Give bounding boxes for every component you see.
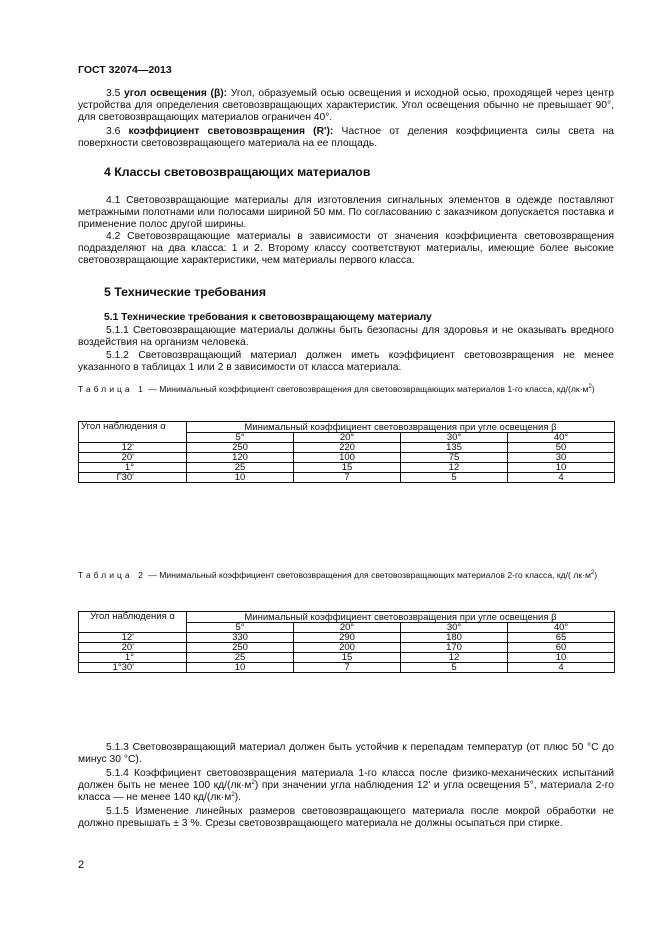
- superscript: 2: [590, 570, 595, 576]
- cell: 10: [187, 473, 294, 483]
- clause-number: 3.5: [106, 88, 124, 99]
- cell: 50: [508, 443, 615, 453]
- table-1-obs-angle-header: Угол наблюдения α: [79, 422, 187, 443]
- caption-end: ): [591, 384, 595, 394]
- table-row: [79, 663, 615, 673]
- cell: 4: [508, 663, 615, 673]
- clause-5-1-3: 5.1.3 Световозвращающий материал должен быть устойчив к перепадам температур (от плюс 50 °С до минус 30 °С).: [78, 742, 614, 765]
- section-4-title: 4 Классы световозвращающих материалов: [104, 165, 371, 179]
- cell: 290: [294, 633, 401, 643]
- cell: 330: [187, 633, 294, 643]
- cell: 25: [187, 653, 294, 663]
- cell: 30: [508, 453, 615, 463]
- page-number: 2: [78, 859, 85, 871]
- table-2-label: Таблица 2: [78, 570, 146, 580]
- cell: 10: [508, 653, 615, 663]
- row-angle: 20': [79, 643, 187, 653]
- caption-end: ): [594, 570, 598, 580]
- cell: 200: [294, 643, 401, 653]
- cell: 7: [294, 663, 401, 673]
- cell: 7: [294, 473, 401, 483]
- clause-5-1-2: 5.1.2 Световозвращающий материал должен иметь коэффициент световозвращения не менее указанного в таблицах 1 или 2 в зависимости от класса материала.: [78, 350, 614, 373]
- row-angle: 1°30': [79, 663, 187, 673]
- cell: 65: [508, 633, 615, 643]
- table-1-illum-20: 20°: [294, 433, 401, 443]
- cell: 15: [294, 653, 401, 663]
- cell: 180: [401, 633, 508, 643]
- cell: 12: [401, 463, 508, 473]
- row-angle: 1°: [79, 463, 187, 473]
- table-2-coefficient-header: Минимальный коэффициент световозвращения при угле освещения β: [187, 612, 615, 623]
- table-row: [79, 643, 615, 653]
- cell: 10: [508, 463, 615, 473]
- cell: 4: [508, 473, 615, 483]
- cell: 25: [187, 463, 294, 473]
- clause-5-1-4: [78, 768, 614, 804]
- clause-5-1-5: 5.1.5 Изменение линейных размеров световозвращающего материала после мокрой обработки не должно превышать ± 3 %. Срезы световозвращающего материала не должны осыпаться при стирке.: [78, 806, 614, 829]
- subsection-5-1-title: 5.1 Технические требования к световозвращающему материалу: [104, 312, 432, 323]
- table-1-caption: [78, 384, 614, 395]
- superscript: 2: [231, 792, 235, 798]
- clause-4-1: 4.1 Световозвращающие материалы для изготовления сигнальных элементов в одежде поставляют метражными полотнами или полосами шириной 50 мм. По согласованию с заказчиком допускается поставка и применение полос другой ширины.: [78, 195, 614, 230]
- row-angle: 20': [79, 453, 187, 463]
- table-1-illum-30: 30°: [401, 433, 508, 443]
- clause-5-1-1: 5.1.1 Световозвращающие материалы должны быть безопасны для здоровья и не оказывать вредного воздействия на организм человека.: [78, 325, 614, 348]
- table-1: [78, 421, 615, 483]
- table-row: [79, 443, 615, 453]
- cell: 5: [401, 663, 508, 673]
- cell: 250: [187, 443, 294, 453]
- table-row: [79, 463, 615, 473]
- table-row: [79, 653, 615, 663]
- cell: 15: [294, 463, 401, 473]
- table-row: [79, 453, 615, 463]
- row-angle: 12': [79, 443, 187, 453]
- row-angle: 1°: [79, 653, 187, 663]
- clause-text: ).: [234, 792, 241, 803]
- clause-4-2: 4.2 Световозвращающие материалы в зависимости от значения коэффициента световозвращения подразделяют на два класса: 1 и 2. Второму классу соответствуют материалы, имеющие более высокие световозвращающие характеристики, чем материалы первого класса.: [78, 231, 614, 266]
- cell: 10: [187, 663, 294, 673]
- table-1-illum-40: 40°: [508, 433, 615, 443]
- cell: 75: [401, 453, 508, 463]
- cell: 120: [187, 453, 294, 463]
- row-angle: 12': [79, 633, 187, 643]
- cell: 5: [401, 473, 508, 483]
- cell: 60: [508, 643, 615, 653]
- table-1-label: Таблица 1: [78, 384, 146, 394]
- clause-text: Частное от деления коэффициента силы света на поверхности световозвращающего материала на ее площадь.: [78, 126, 614, 149]
- cell: 100: [294, 453, 401, 463]
- table-2-caption: [78, 570, 614, 581]
- section-5-title: 5 Технические требования: [104, 285, 266, 299]
- table-2-illum-20: 20°: [294, 623, 401, 633]
- table-2-illum-5: 5°: [187, 623, 294, 633]
- superscript: 2: [588, 384, 592, 390]
- cell: 250: [187, 643, 294, 653]
- term-retroreflection-coefficient: коэффициент световозвращения (R'):: [128, 126, 334, 137]
- clause-text: Угол, образуемый осью освещения и исходной осью, проходящей через центр устройства для определения световозвращающих характеристик. Угол освещения обычно не превышает 90°, для световозвращающих материалов ограничен 40°.: [78, 88, 614, 123]
- superscript: 2: [251, 780, 255, 786]
- table-1-illum-5: 5°: [187, 433, 294, 443]
- clause-number: 3.6: [106, 126, 129, 137]
- cell: 12: [401, 653, 508, 663]
- clause-text: 5.1.4 Коэффициент световозвращения материала 1-го класса после физико-механических испытаний должен быть не менее 100 кд/(лк·м: [78, 768, 614, 791]
- table-1-caption-text: — Минимальный коэффициент световозвращения для световозвращающих материалов 1-го класса, кд/(лк·м: [145, 384, 589, 394]
- term-illumination-angle: угол освещения (β):: [123, 88, 228, 99]
- table-2-illum-40: 40°: [508, 623, 615, 633]
- clause-text: ) при значении угла наблюдения 12' и угла освещения 5°, материала 2-го класса — не менее 140 кд/(лк·м: [78, 780, 614, 803]
- table-2: [78, 611, 615, 673]
- cell: 135: [401, 443, 508, 453]
- table-row: [79, 633, 615, 643]
- cell: 170: [401, 643, 508, 653]
- table-2-caption-text: — Минимальный коэффициент световозвращения для световозвращающих материалов 2-го класса, кд/( лк·м: [145, 570, 591, 580]
- table-2-illum-30: 30°: [401, 623, 508, 633]
- clause-3-6: [78, 126, 614, 150]
- table-1-coefficient-header: Минимальный коэффициент световозвращения при угле освещения β: [187, 422, 615, 433]
- table-row: [79, 473, 615, 483]
- row-angle: Г30': [79, 473, 187, 483]
- table-2-obs-angle-header: Угол наблюдения α: [79, 612, 187, 633]
- document-header: ГОСТ 32074—2013: [78, 64, 172, 76]
- cell: 220: [294, 443, 401, 453]
- clause-3-5: [78, 88, 614, 124]
